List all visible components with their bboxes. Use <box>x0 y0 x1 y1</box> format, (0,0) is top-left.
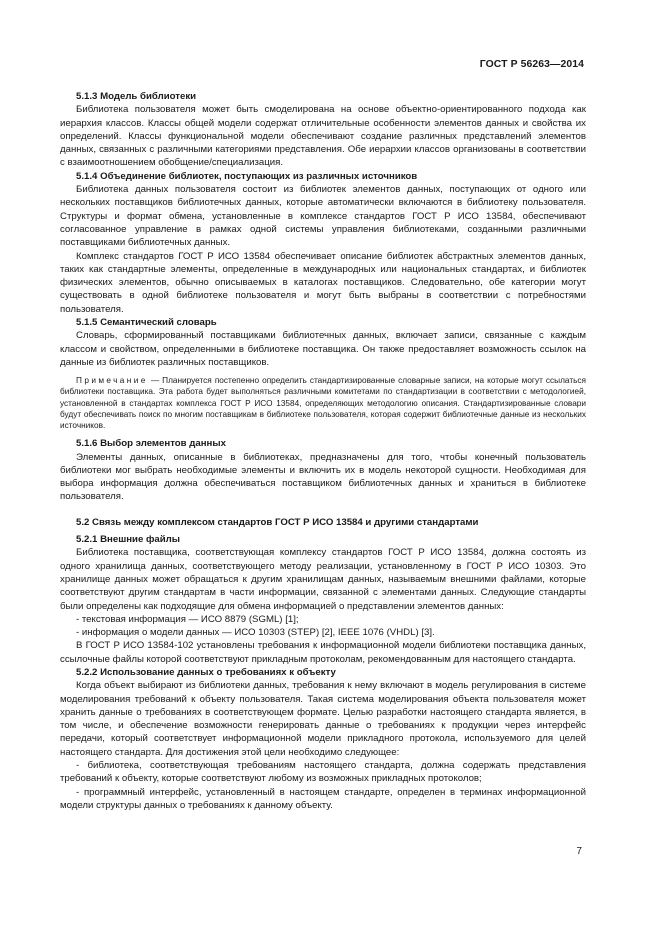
section-title-5-2: 5.2 Связь между комплексом стандартов ГОСТ Р ИСО 13584 и другими стандартами <box>76 516 479 528</box>
section-title-5-1-3: 5.1.3 Модель библиотеки <box>76 91 197 102</box>
list-item: - программный интерфейс, установленный в настоящем стандарте, определен в терминах информационной модели структуры данных о требованиях к данному объекту. <box>60 786 586 811</box>
paragraph: В ГОСТ Р ИСО 13584-102 установлены требования к информационной модели библиотеки поставщика данных, ссылочные файлы которой соответствуют прикладным протоколам, рекомендованным для настоящего стандарта. <box>60 640 586 665</box>
note-text: — Планируется постепенно определить стандартизированные словарные записи, на которые могут ссылаться библиотеки поставщика. Эта работа будет выполняться различными комитетами по стандартизации в соответствии с методологией, установленной в стандартах комплекса ГОСТ Р ИСО 13584, определяющих методологию описания. Стандартизированные словари будут обеспечивать поиск по многим поставщикам в библиотеке пользователя, которая содержит библиотечные данные из нескольких источников. <box>60 376 586 431</box>
list-item: - текстовая информация — ИСО 8879 (SGML) [1]; <box>76 613 299 625</box>
document-id: ГОСТ Р 56263—2014 <box>479 59 584 70</box>
list-item: - библиотека, соответствующая требованиям настоящего стандарта, должна содержать представления требований к объекту, которые соответствуют любому из возможных прикладных протоколов; <box>60 760 586 785</box>
document-body <box>60 90 586 812</box>
paragraph: Библиотека пользователя может быть смоделирована на основе объектно-ориентированного подхода как иерархия классов. Классы общей модели содержат отличительные особенности элементов данных и свойства их определений. Классы функциональной модели обеспечивают создание различных представлений элементов данных, связанных с различными категориями представления. Обе иерархии классов организованы в соответствии с взаимоотношением обобщение/специализация. <box>60 104 586 169</box>
paragraph: Библиотека данных пользователя состоит из библиотек элементов данных, поступающих от одного или нескольких поставщиков библиотечных данных, которые автоматически включаются в библиотеку пользователя. Структуры и формат обмена, установленные в комплексе стандартов ГОСТ Р ИСО 13584, обеспечивают согласованное управление в рамках одной системы управления библиотеками, созданными различными поставщиками библиотечных данных. <box>60 184 586 249</box>
section-title-5-2-2: 5.2.2 Использование данных о требованиях к объекту <box>76 667 336 678</box>
paragraph: Элементы данных, описанные в библиотеках, предназначены для того, чтобы конечный пользователь библиотеки мог выбрать необходимые элементы и включить их в модель некоторой сущности. Необходимая для выбора информация должна обеспечиваться поставщиком библиотечных данных и храниться в библиотеке пользователя. <box>60 451 586 503</box>
paragraph: Библиотека поставщика, соответствующая комплексу стандартов ГОСТ Р ИСО 13584, должна состоять из одного хранилища данных, соответствующего методу реализации, установленному в ГОСТ Р ИСО 10303. Это хранилище данных может обращаться к другим хранилищам данных, называемым внешними файлами, которые соответствуют другим стандартам в части информации, связанной с элементами данных. Следующие стандарты были определены как подходящие для обмена информацией о представлении элементов данных: <box>60 547 586 612</box>
note-label: Примечание <box>76 376 148 386</box>
note <box>60 375 586 431</box>
section-title-5-2-1: 5.2.1 Внешние файлы <box>76 534 181 546</box>
list-item: - информация о модели данных — ИСО 10303 (STEP) [2], IEEE 1076 (VHDL) [3]. <box>76 627 435 639</box>
section-title-5-1-6: 5.1.6 Выбор элементов данных <box>76 438 226 450</box>
paragraph: Комплекс стандартов ГОСТ Р ИСО 13584 обеспечивает описание библиотек абстрактных элементов данных, таких как стандартные элементы, определенные в международных или национальных стандартах, и библиотек физических элементов, обычно описываемых в каталогах поставщиков. Следовательно, обе категории могут существовать в одной библиотеке пользователя и могут быть выбраны в соответствии с потребностями пользователя. <box>60 250 586 315</box>
section-title-5-1-5: 5.1.5 Семантический словарь <box>76 317 217 329</box>
section-title-5-1-4: 5.1.4 Объединение библиотек, поступающих из различных источников <box>76 170 418 182</box>
paragraph: Когда объект выбирают из библиотеки данных, требования к нему включают в модель регулирования в системе моделирования требований к объекту пользователя. Такая система моделирования объекта пользователя может хранить данные о требованиях в соответствующем формате. Целью разработки настоящего стандарта является, в том числе, и обеспечение возможности генерировать данные о требованиях к продукции через интерфейс передачи, который соответствует информационной модели прикладного протокола, используемого для целей настоящего стандарта. Для достижения этой цели необходимо следующее: <box>60 680 586 758</box>
page-number: 7 <box>576 846 582 857</box>
paragraph: Словарь, сформированный поставщиками библиотечных данных, включает записи, связанные с каждым классом и свойством, определенными в библиотеке поставщика. Он также предоставляет возможность ссылок на данные из библиотек различных поставщиков. <box>60 330 586 368</box>
